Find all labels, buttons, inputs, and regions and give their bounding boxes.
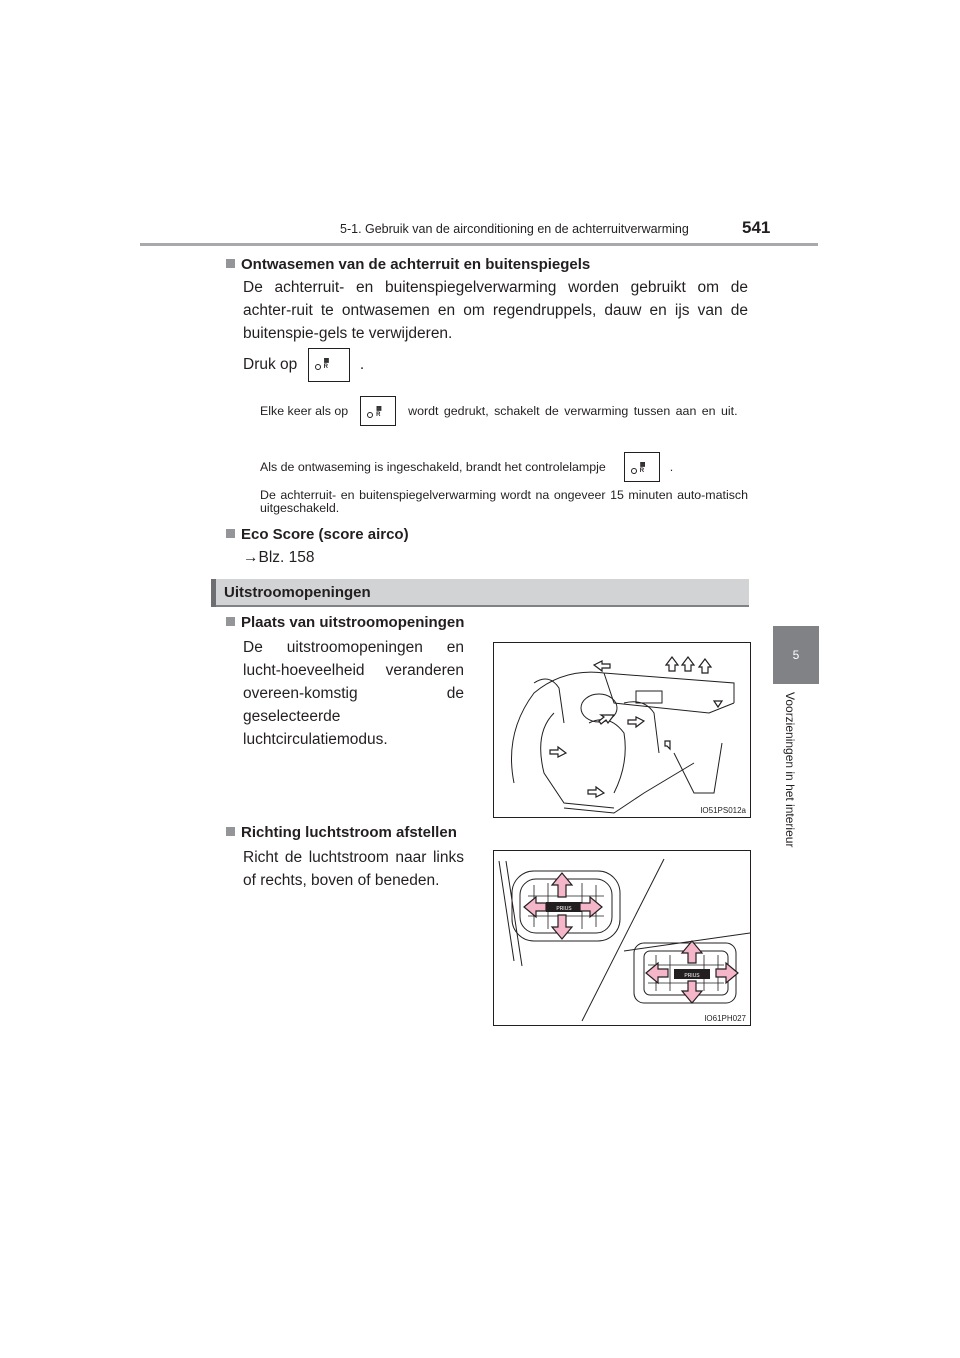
- eco-score-reference[interactable]: →Blz. 158: [243, 549, 315, 566]
- header-divider: [140, 243, 818, 246]
- airflow-direction-body: Richt de luchtstroom naar links of rechts, boven of beneden.: [243, 849, 464, 889]
- press-instruction: Druk op ▦ R .: [243, 348, 364, 382]
- note-auto-off: De achterruit- en buitenspiegelverwarming wordt na ongeveer 15 minuten auto-matisch uitgeschakeld.: [260, 488, 748, 515]
- vent-badge-right: PRIUS: [684, 973, 700, 979]
- chapter-tab-label: Voorzieningen in het interieur: [783, 692, 797, 848]
- car-interior-illustration: [494, 643, 750, 817]
- bullet-square-icon: [226, 827, 235, 836]
- figure-code: IO51PS012a: [700, 806, 746, 815]
- heading-airflow-direction: Richting luchtstroom afstellen: [226, 824, 457, 841]
- bullet-square-icon: [226, 529, 235, 538]
- bullet-square-icon: [226, 259, 235, 268]
- section-header: 5-1. Gebruik van de airconditioning en de achterruitverwarming: [340, 222, 689, 236]
- note-indicator: Als de ontwaseming is ingeschakeld, brandt het controlelampje ▦ R .: [260, 452, 746, 482]
- note-toggle: Elke keer als op ▦ R wordt gedrukt, schakelt de verwarming tussen aan en uit.: [260, 396, 746, 426]
- rear-defogger-button-icon: ▦ R: [360, 396, 396, 426]
- vent-illustration: [494, 851, 750, 1025]
- chapter-tab: 5: [773, 626, 819, 684]
- section-bar: [211, 579, 749, 607]
- page-number: 541: [742, 218, 771, 237]
- section-bar-title: Uitstroomopeningen: [224, 584, 371, 601]
- indicator-lamp-icon: ▦ R: [624, 452, 660, 482]
- heading-eco-score: Eco Score (score airco): [226, 526, 409, 543]
- rear-defogger-button-icon: ▦ R: [308, 348, 350, 382]
- heading-defog: Ontwasemen van de achterruit en buitenspiegels: [226, 256, 590, 273]
- vent-locations-figure: [493, 642, 751, 818]
- figure-code: IO61PH027: [704, 1014, 746, 1023]
- vent-direction-figure: [493, 850, 751, 1026]
- heading-vent-locations: Plaats van uitstroomopeningen: [226, 614, 464, 631]
- defog-body: De achterruit- en buitenspiegelverwarming worden gebruikt om de achter-ruit te ontwasemen en om regendruppels, dauw en ijs van de buitenspie-gels te verwijderen.: [243, 279, 748, 342]
- bullet-square-icon: [226, 617, 235, 626]
- vent-locations-body: De uitstroomopeningen en lucht-hoeveelheid veranderen overeen-komstig de geselecteerde luchtcirculatiemodus.: [243, 639, 464, 748]
- vent-badge-left: PRIUS: [556, 906, 572, 912]
